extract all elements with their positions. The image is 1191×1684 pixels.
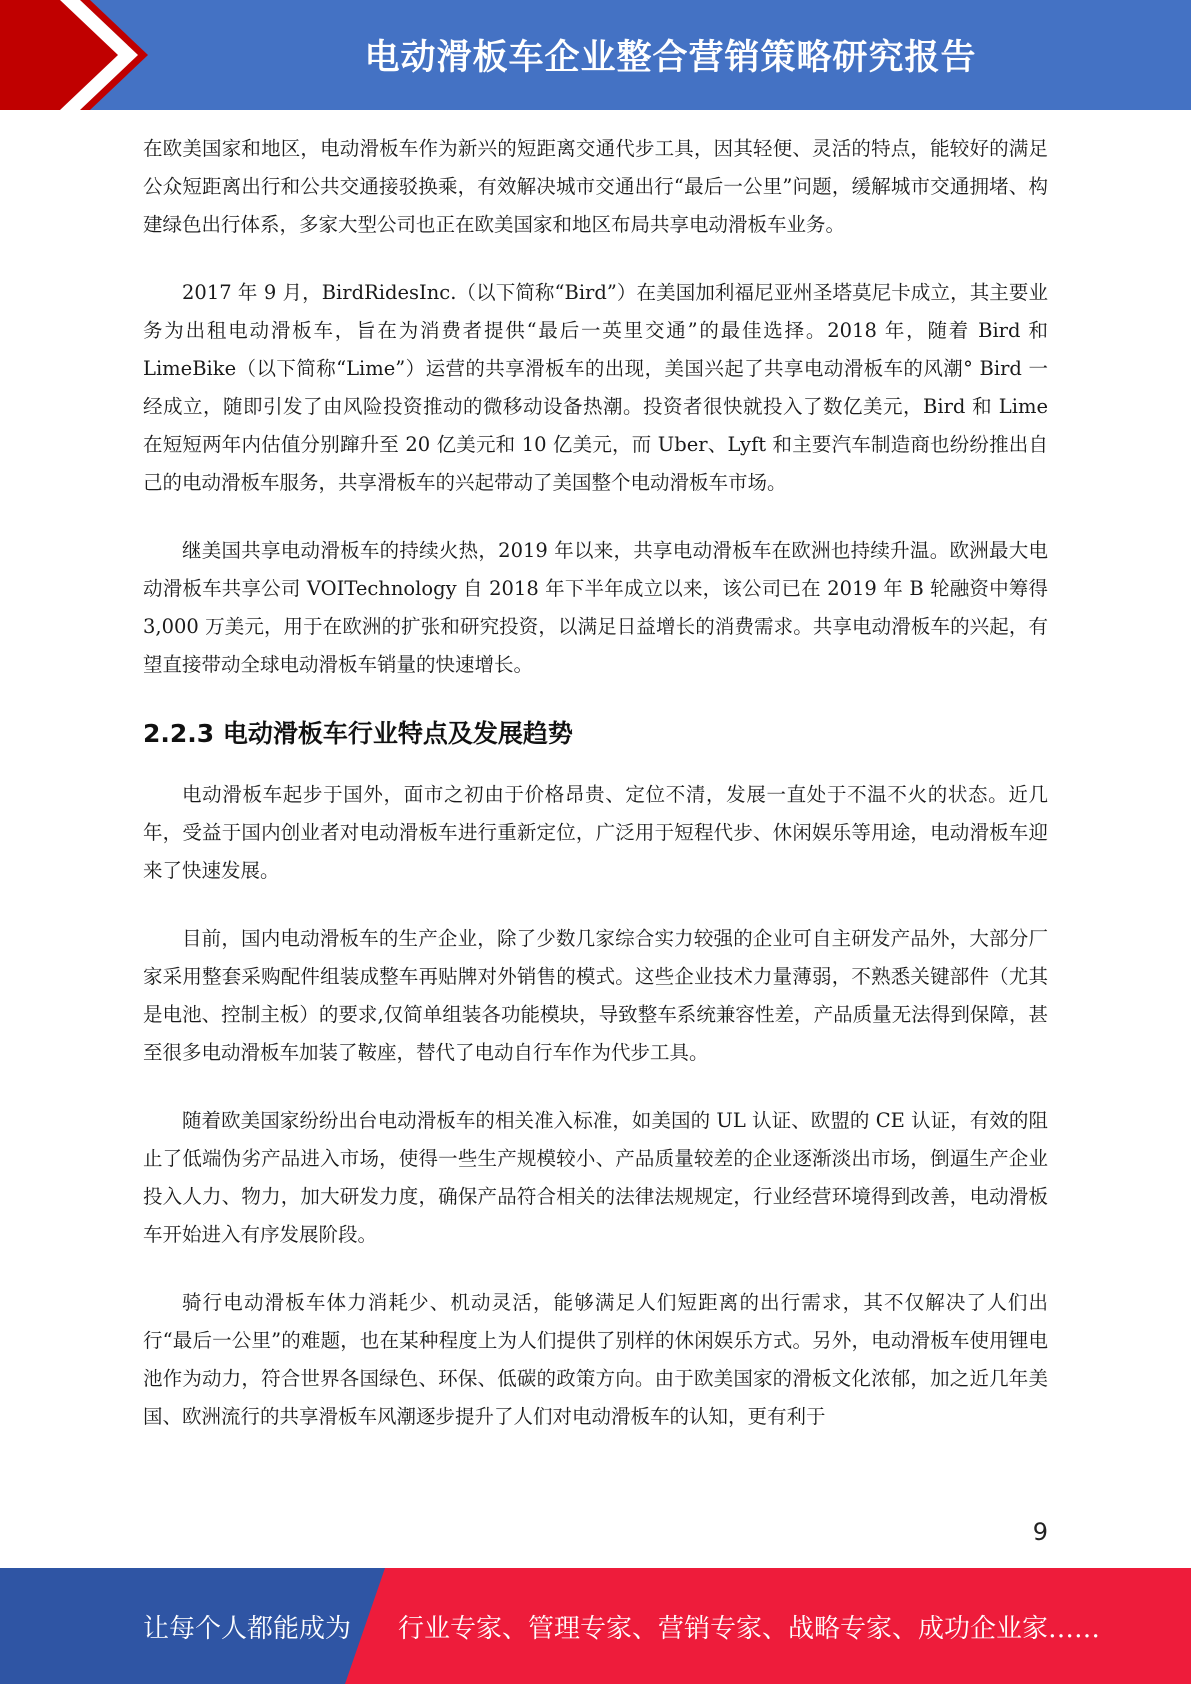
- document-body: [143, 130, 1048, 1466]
- paragraph-domestic: 目前，国内电动滑板车的生产企业，除了少数几家综合实力较强的企业可自主研发产品外，大部分厂家采用整套采购配件组装成整车再贴牌对外销售的模式。这些企业技术力量薄弱，不熟悉关键部件（尤其是电池、控制主板）的要求,仅简单组装各功能模块，导致整车系统兼容性差，产品质量无法得到保障，甚至很多电动滑板车加装了鞍座，替代了电动自行车作为代步工具。: [143, 927, 1048, 1064]
- section-heading: 2.2.3 电动滑板车行业特点及发展趋势: [143, 719, 573, 748]
- paragraph-origin: 电动滑板车起步于国外，面市之初由于价格昂贵、定位不清，发展一直处于不温不火的状态。近几年，受益于国内创业者对电动滑板车进行重新定位，广泛用于短程代步、休闲娱乐等用途，电动滑板车迎来了快速发展。: [143, 783, 1048, 882]
- report-title: 电动滑板车企业整合营销策略研究报告: [364, 38, 977, 78]
- footer-slogan-right: 行业专家、管理专家、营销专家、战略专家、成功企业家……: [398, 1613, 1101, 1644]
- paragraph-europe: 继美国共享电动滑板车的持续火热，2019 年以来，共享电动滑板车在欧洲也持续升温。欧洲最大电动滑板车共享公司 VOITechnology 自 2018 年下半年成立以来，该公司已在 2019 年 B 轮融资中筹得 3,000 万美元，用于在欧洲的扩张和研究投资，以满足日益增长的消费需求。共享电动滑板车的兴起，有望直接带动全球电动滑板车销量的快速增长。: [143, 539, 1048, 676]
- paragraph-bird: 2017 年 9 月，BirdRidesInc.（以下简称“Bird”）在美国加利福尼亚州圣塔莫尼卡成立，其主要业务为出租电动滑板车，旨在为消费者提供“最后一英里交通”的最佳选择。2018 年，随着 Bird 和 LimeBike（以下简称“Lime”）运营的共享滑板车的出现，美国兴起了共享电动滑板车的风潮° Bird 一经成立，随即引发了由风险投资推动的微移动设备热潮。投资者很快就投入了数亿美元，Bird 和 Lime 在短短两年内估值分别蹿升至 20 亿美元和 10 亿美元，而 Uber、Lyft 和主要汽车制造商也纷纷推出自己的电动滑板车服务，共享滑板车的兴起带动了美国整个电动滑板车市场。: [143, 281, 1048, 494]
- paragraph-advantages: 骑行电动滑板车体力消耗少、机动灵活，能够满足人们短距离的出行需求，其不仅解决了人们出行“最后一公里”的难题，也在某种程度上为人们提供了别样的休闲娱乐方式。另外，电动滑板车使用锂电池作为动力，符合世界各国绿色、环保、低碳的政策方向。由于欧美国家的滑板文化浓郁，加之近几年美国、欧洲流行的共享滑板车风潮逐步提升了人们对电动滑板车的认知，更有利于: [143, 1291, 1048, 1428]
- paragraph-intro: 在欧美国家和地区，电动滑板车作为新兴的短距离交通代步工具，因其轻便、灵活的特点，能较好的满足公众短距离出行和公共交通接驳换乘，有效解决城市交通出行“最后一公里”问题，缓解城市交通拥堵、构建绿色出行体系，多家大型公司也正在欧美国家和地区布局共享电动滑板车业务。: [143, 137, 1048, 236]
- header-chevron-decoration: [0, 0, 160, 110]
- page-footer: [0, 1568, 1191, 1684]
- page-header: [0, 0, 1191, 110]
- footer-slogan-left: 让每个人都能成为: [143, 1613, 352, 1644]
- page-number: 9: [1032, 1518, 1048, 1546]
- paragraph-standards: 随着欧美国家纷纷出台电动滑板车的相关准入标准，如美国的 UL 认证、欧盟的 CE 认证，有效的阻止了低端伪劣产品进入市场，使得一些生产规模较小、产品质量较差的企业逐渐淡出市场，倒逼生产企业投入人力、物力，加大研发力度，确保产品符合相关的法律法规规定，行业经营环境得到改善，电动滑板车开始进入有序发展阶段。: [143, 1109, 1048, 1246]
